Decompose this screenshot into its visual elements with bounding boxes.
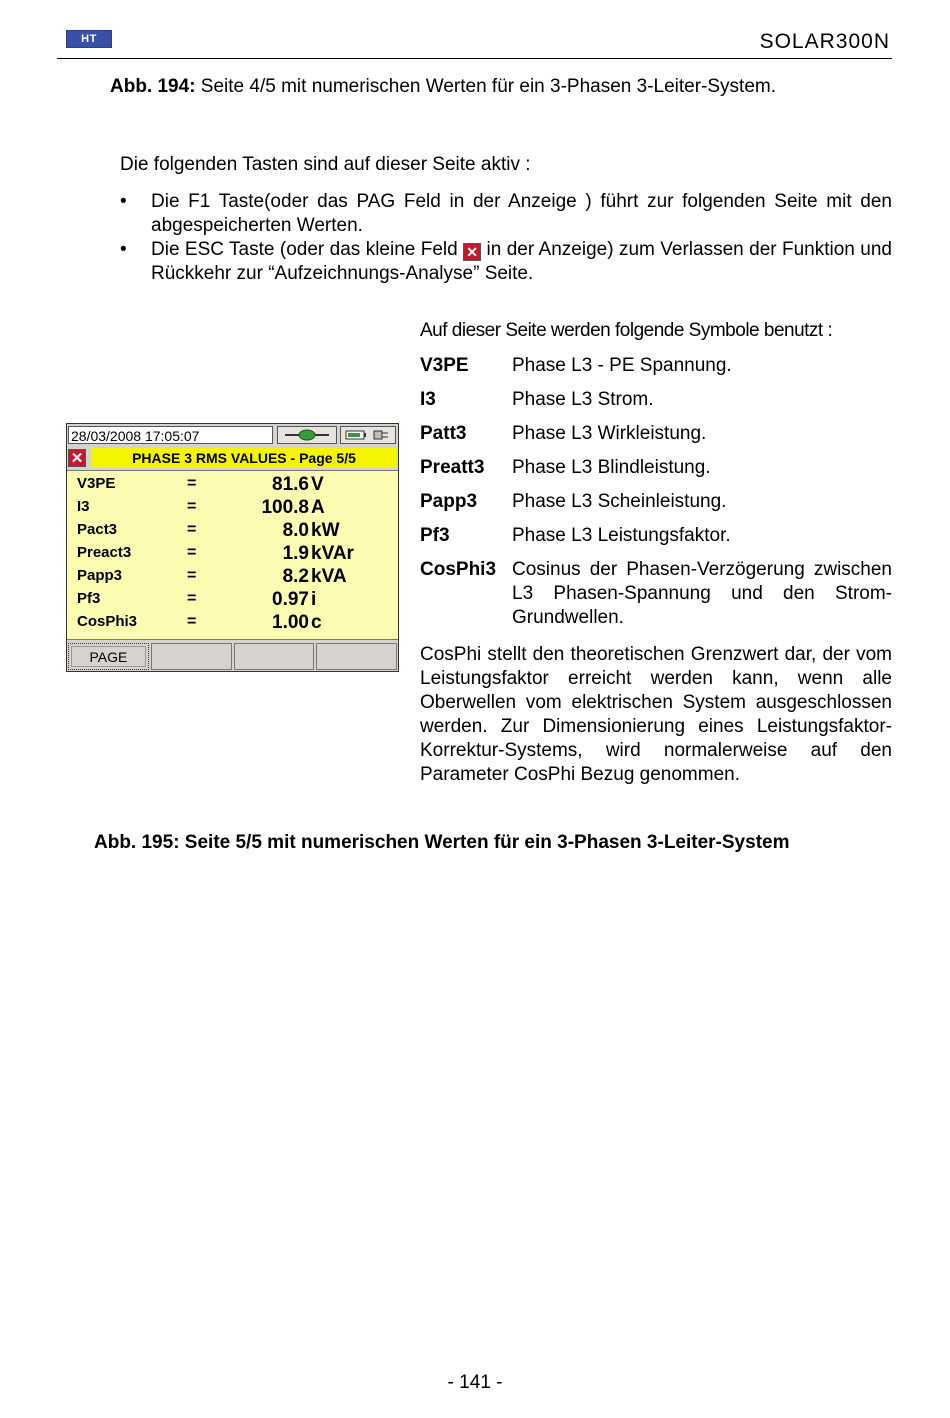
value-row — [67, 567, 398, 590]
symbol-key: CosPhi3 — [420, 559, 497, 580]
value-unit: kVAr — [311, 543, 354, 564]
value-number: 1.9 — [282, 543, 309, 564]
symbol-desc: Cosinus der Phasen-Verzögerung zwischen L3 Phasen-Spannung und den Strom-Grundwellen. — [512, 559, 892, 628]
symbols-intro: Auf dieser Seite werden folgende Symbole benutzt : — [420, 320, 833, 341]
value-row — [67, 498, 398, 521]
value-number: 8.2 — [282, 566, 309, 587]
value-number: 8.0 — [282, 520, 309, 541]
brand-logo — [66, 30, 112, 48]
keys-intro: Die folgenden Tasten sind auf dieser Seite aktiv : — [120, 154, 531, 175]
esc-text-before: Die ESC Taste (oder das kleine Feld — [151, 239, 464, 260]
value-number: 81.6 — [272, 474, 309, 495]
caption-label: Abb. 194: — [110, 76, 196, 97]
model-name: SOLAR300N — [759, 30, 890, 53]
symbol-row — [420, 422, 892, 446]
value-equals: = — [187, 613, 197, 630]
value-label: CosPhi3 — [77, 613, 138, 630]
device-close-icon[interactable]: ✕ — [68, 449, 86, 467]
esc-text-after: in der Anzeige) zum Verlassen der Funktion und Rückkehr zur “Aufzeichnungs-Analyse” Seite. — [151, 239, 892, 284]
symbol-desc: Phase L3 Scheinleistung. — [512, 491, 727, 512]
symbol-key: V3PE — [420, 355, 469, 376]
value-label: Papp3 — [77, 567, 123, 584]
value-equals: = — [187, 475, 197, 492]
value-equals: = — [187, 521, 197, 538]
value-unit: A — [311, 497, 325, 518]
value-row — [67, 521, 398, 544]
value-row — [67, 613, 398, 636]
symbol-key: I3 — [420, 389, 436, 410]
device-status-bar — [67, 424, 398, 446]
value-number: 100.8 — [261, 497, 309, 518]
value-label: Pf3 — [77, 590, 101, 607]
symbol-desc: Phase L3 Wirkleistung. — [512, 423, 707, 444]
value-row — [67, 544, 398, 567]
page-button[interactable]: PAGE — [68, 643, 149, 670]
figure-caption-195: Abb. 195: Seite 5/5 mit numerischen Werten für ein 3-Phasen 3-Leiter-System — [94, 832, 790, 853]
symbol-row — [420, 524, 892, 548]
device-page-title: PHASE 3 RMS VALUES - Page 5/5 — [91, 448, 397, 468]
list-item-f1: • Die F1 Taste(oder das PAG Feld in der Anzeige ) führt zur folgenden Seite mit den abgespeicherten Werten. — [120, 190, 892, 238]
symbol-key: Pf3 — [420, 525, 450, 546]
symbol-key: Preatt3 — [420, 457, 485, 478]
value-label: I3 — [77, 498, 90, 515]
symbol-row — [420, 558, 892, 630]
value-unit: kVA — [311, 566, 347, 587]
symbol-key: Papp3 — [420, 491, 478, 512]
value-label: Preact3 — [77, 544, 132, 561]
value-number: 1.00 — [272, 612, 309, 633]
value-number: 0.97 — [272, 589, 309, 610]
symbol-desc: Phase L3 Blindleistung. — [512, 457, 711, 478]
symbol-row — [420, 388, 892, 412]
value-row — [67, 475, 398, 498]
device-softkey-bar — [67, 642, 398, 671]
symbol-desc: Phase L3 Leistungsfaktor. — [512, 525, 731, 546]
value-unit: kW — [311, 520, 340, 541]
caption-text: Seite 4/5 mit numerischen Werten für ein 3-Phasen 3-Leiter-System. — [195, 76, 776, 97]
value-label: Pact3 — [77, 521, 118, 538]
value-equals: = — [187, 590, 197, 607]
symbol-desc: Phase L3 - PE Spannung. — [512, 355, 732, 376]
battery-plug-icon — [340, 426, 396, 444]
cosphi-paragraph: CosPhi stellt den theoretischen Grenzwert dar, der vom Leistungsfaktor erreicht werden kann, wenn alle Oberwellen vom elektrischen System ausgeschlossen werden. Zur Dimensionierung eines Leistungsfaktor- Korrektur-Systems, wird normalerweise auf den Parameter CosPhi Bezug genommen. — [420, 644, 892, 785]
device-datetime: 28/03/2008 17:05:07 — [68, 426, 273, 444]
symbol-desc: Phase L3 Strom. — [512, 389, 654, 410]
softkey-3-button[interactable] — [234, 643, 315, 670]
symbol-key: Patt3 — [420, 423, 467, 444]
figure-caption-194 — [110, 76, 776, 98]
symbol-row — [420, 354, 892, 378]
page-number: - 141 - — [447, 1372, 503, 1393]
value-equals: = — [187, 544, 197, 561]
softkey-2-button[interactable] — [151, 643, 232, 670]
symbol-row — [420, 490, 892, 514]
symbol-row — [420, 456, 892, 480]
value-equals: = — [187, 498, 197, 515]
list-item-esc — [120, 238, 892, 286]
value-row — [67, 590, 398, 613]
softkey-4-button[interactable] — [316, 643, 397, 670]
keys-list — [120, 190, 892, 286]
device-values-panel — [67, 470, 398, 640]
value-unit: i — [311, 589, 317, 610]
value-unit: c — [311, 612, 322, 633]
value-label: V3PE — [77, 475, 116, 492]
value-unit: V — [311, 474, 324, 495]
brand-logo-text: HT — [81, 33, 97, 45]
recording-status-icon — [277, 426, 337, 444]
value-equals: = — [187, 567, 197, 584]
symbols-table — [420, 354, 892, 640]
close-icon: ✕ — [463, 243, 481, 261]
instrument-screen — [66, 423, 399, 672]
header-divider — [57, 58, 892, 59]
